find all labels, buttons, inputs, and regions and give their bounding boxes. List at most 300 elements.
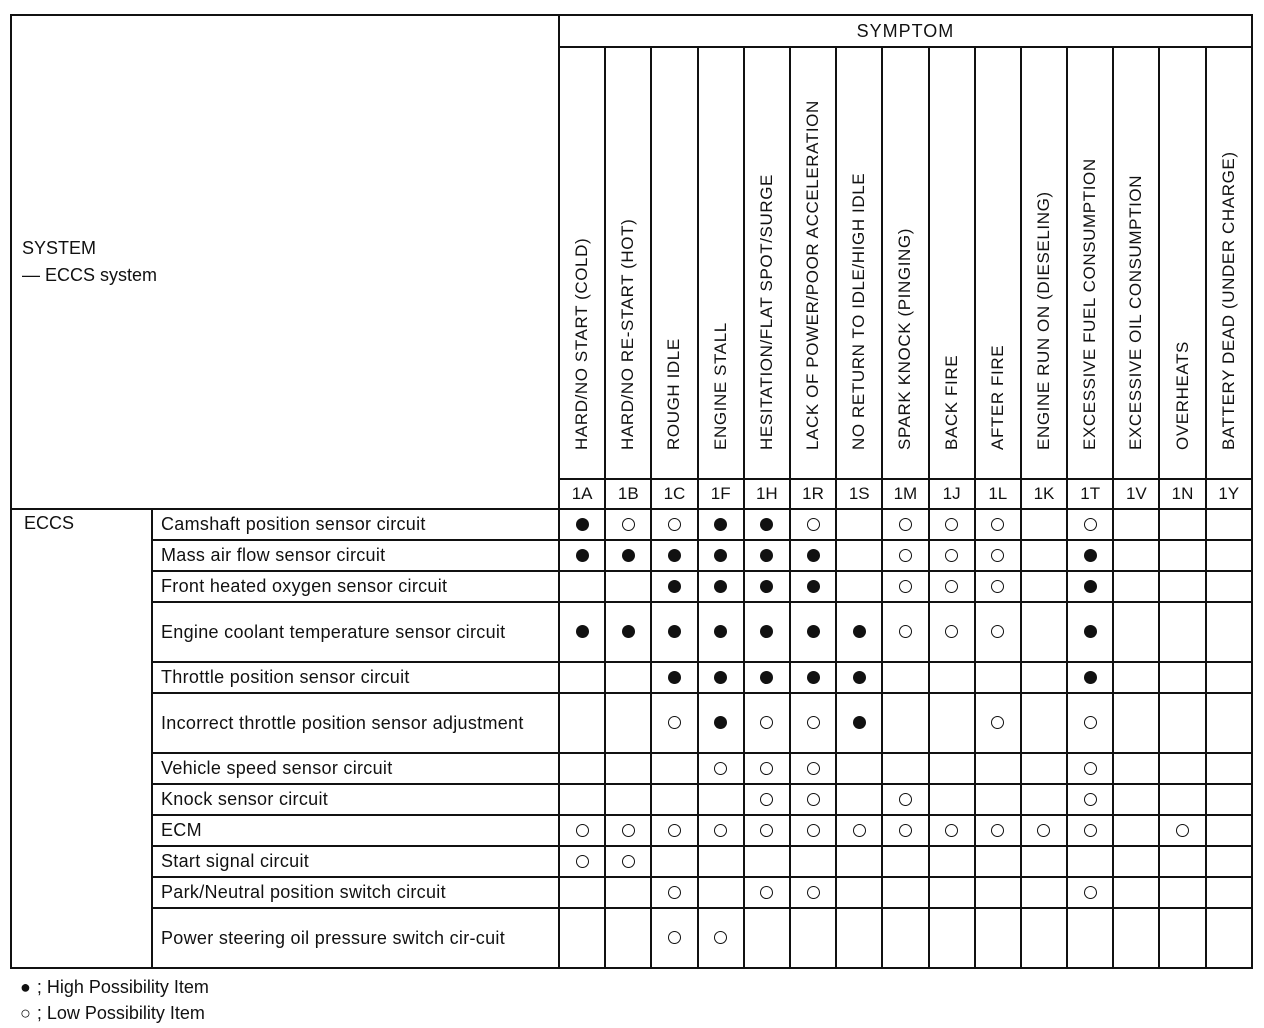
symptom-column-header — [882, 47, 928, 479]
matrix-cell — [975, 693, 1021, 753]
matrix-cell — [836, 784, 882, 815]
matrix-cell — [698, 784, 744, 815]
low-possibility-icon — [1084, 716, 1097, 729]
matrix-cell — [698, 540, 744, 571]
matrix-cell — [1206, 877, 1252, 908]
matrix-cell — [1021, 753, 1067, 784]
matrix-cell — [698, 571, 744, 602]
matrix-cell — [836, 540, 882, 571]
matrix-cell — [836, 571, 882, 602]
matrix-cell — [605, 877, 651, 908]
matrix-cell — [559, 784, 605, 815]
matrix-cell — [559, 908, 605, 968]
matrix-cell — [1206, 509, 1252, 540]
matrix-cell — [1021, 571, 1067, 602]
matrix-cell — [836, 509, 882, 540]
symptom-code: 1C — [651, 479, 697, 509]
matrix-cell — [1206, 846, 1252, 877]
table-row — [11, 602, 1252, 662]
symptom-name: HARD/NO START (COLD) — [572, 237, 592, 450]
symptom-column-header — [975, 47, 1021, 479]
table-row — [11, 908, 1252, 968]
high-possibility-icon — [760, 580, 773, 593]
matrix-cell — [698, 815, 744, 846]
matrix-cell — [559, 846, 605, 877]
matrix-cell — [975, 846, 1021, 877]
matrix-cell — [651, 602, 697, 662]
symptom-column-header — [836, 47, 882, 479]
high-possibility-icon — [760, 625, 773, 638]
table-row — [11, 784, 1252, 815]
matrix-cell — [1159, 540, 1205, 571]
matrix-cell — [790, 571, 836, 602]
matrix-cell — [836, 602, 882, 662]
symptom-code: 1F — [698, 479, 744, 509]
table-row — [11, 753, 1252, 784]
matrix-cell — [698, 877, 744, 908]
symptom-code: 1B — [605, 479, 651, 509]
matrix-cell — [605, 908, 651, 968]
high-possibility-icon — [807, 580, 820, 593]
symptom-name: AFTER FIRE — [987, 344, 1007, 450]
matrix-cell — [790, 662, 836, 693]
matrix-cell — [790, 753, 836, 784]
low-possibility-icon — [991, 625, 1004, 638]
matrix-cell — [882, 846, 928, 877]
matrix-cell — [1021, 846, 1067, 877]
matrix-cell — [1206, 662, 1252, 693]
matrix-cell — [790, 815, 836, 846]
matrix-cell — [790, 602, 836, 662]
matrix-cell — [1021, 877, 1067, 908]
matrix-cell — [605, 784, 651, 815]
low-possibility-icon — [714, 824, 727, 837]
system-name-cell: Mass air flow sensor circuit — [152, 540, 559, 571]
matrix-cell — [975, 753, 1021, 784]
low-possibility-icon — [760, 824, 773, 837]
symptom-column-header — [605, 47, 651, 479]
matrix-cell — [744, 784, 790, 815]
symptom-column-header — [698, 47, 744, 479]
high-possibility-icon — [576, 518, 589, 531]
symptom-code: 1T — [1067, 479, 1113, 509]
matrix-cell — [559, 509, 605, 540]
symptom-name: ROUGH IDLE — [664, 338, 684, 450]
matrix-cell — [790, 846, 836, 877]
category-cell: ECCS — [11, 509, 152, 968]
symptom-code: 1A — [559, 479, 605, 509]
matrix-cell — [790, 784, 836, 815]
table-row — [11, 662, 1252, 693]
low-possibility-icon — [1176, 824, 1189, 837]
table-row — [11, 693, 1252, 753]
matrix-cell — [559, 753, 605, 784]
low-possibility-icon — [899, 518, 912, 531]
low-possibility-icon — [760, 762, 773, 775]
system-name-cell: Camshaft position sensor circuit — [152, 509, 559, 540]
matrix-cell — [1159, 753, 1205, 784]
symptom-code: 1M — [882, 479, 928, 509]
matrix-cell — [1021, 784, 1067, 815]
symptom-name: EXCESSIVE FUEL CONSUMPTION — [1080, 158, 1100, 450]
matrix-cell — [698, 908, 744, 968]
low-possibility-icon — [945, 549, 958, 562]
matrix-cell — [744, 509, 790, 540]
matrix-cell — [1067, 908, 1113, 968]
high-possibility-icon — [760, 671, 773, 684]
matrix-cell — [1113, 662, 1159, 693]
matrix-cell — [1021, 540, 1067, 571]
symptom-code: 1Y — [1206, 479, 1252, 509]
low-possibility-icon — [668, 931, 681, 944]
high-possibility-icon — [622, 625, 635, 638]
matrix-cell — [1113, 509, 1159, 540]
symptom-name: LACK OF POWER/POOR ACCELERATION — [803, 100, 823, 450]
matrix-cell — [559, 602, 605, 662]
matrix-cell — [1113, 571, 1159, 602]
matrix-cell — [790, 509, 836, 540]
high-possibility-icon — [807, 671, 820, 684]
low-possibility-icon — [668, 716, 681, 729]
matrix-cell — [1113, 784, 1159, 815]
matrix-cell — [836, 693, 882, 753]
matrix-cell — [698, 753, 744, 784]
matrix-cell — [836, 908, 882, 968]
high-possibility-icon — [714, 580, 727, 593]
high-possibility-icon — [1084, 549, 1097, 562]
matrix-cell — [975, 815, 1021, 846]
high-possibility-icon — [760, 549, 773, 562]
matrix-cell — [1159, 509, 1205, 540]
matrix-cell — [975, 602, 1021, 662]
matrix-cell — [744, 662, 790, 693]
symptom-code: 1V — [1113, 479, 1159, 509]
low-possibility-icon — [991, 824, 1004, 837]
symptom-name: OVERHEATS — [1172, 341, 1192, 450]
matrix-cell — [1113, 877, 1159, 908]
matrix-body — [11, 509, 1252, 968]
matrix-cell — [1206, 815, 1252, 846]
legend-low — [20, 1000, 209, 1026]
low-possibility-icon — [668, 824, 681, 837]
matrix-cell — [605, 602, 651, 662]
low-possibility-icon — [807, 518, 820, 531]
matrix-cell — [975, 571, 1021, 602]
matrix-cell — [651, 846, 697, 877]
low-possibility-icon — [945, 625, 958, 638]
low-possibility-icon — [899, 580, 912, 593]
symptom-code: 1J — [929, 479, 975, 509]
high-possibility-icon — [714, 671, 727, 684]
matrix-cell — [1206, 784, 1252, 815]
matrix-cell — [1067, 784, 1113, 815]
matrix-cell — [1021, 509, 1067, 540]
matrix-cell — [559, 540, 605, 571]
matrix-cell — [605, 509, 651, 540]
matrix-cell — [929, 753, 975, 784]
low-possibility-icon — [807, 824, 820, 837]
low-possibility-icon — [945, 580, 958, 593]
symptom-matrix-table — [10, 14, 1253, 969]
matrix-cell — [559, 662, 605, 693]
table-row — [11, 509, 1252, 540]
symptom-name: EXCESSIVE OIL CONSUMPTION — [1126, 174, 1146, 450]
matrix-cell — [882, 815, 928, 846]
high-possibility-icon — [576, 549, 589, 562]
matrix-cell — [882, 662, 928, 693]
matrix-cell — [975, 540, 1021, 571]
symptom-code: 1S — [836, 479, 882, 509]
matrix-cell — [836, 846, 882, 877]
low-possibility-icon — [622, 824, 635, 837]
high-possibility-icon — [668, 580, 681, 593]
symptom-name: BATTERY DEAD (UNDER CHARGE) — [1218, 151, 1238, 450]
system-name-cell: Throttle position sensor circuit — [152, 662, 559, 693]
high-possibility-icon — [807, 625, 820, 638]
symptom-name: ENGINE RUN ON (DIESELING) — [1033, 191, 1053, 450]
low-possibility-icon — [1037, 824, 1050, 837]
table-row — [11, 571, 1252, 602]
symptom-name: NO RETURN TO IDLE/HIGH IDLE — [849, 172, 869, 450]
matrix-cell — [790, 693, 836, 753]
matrix-cell — [882, 693, 928, 753]
matrix-cell — [1067, 571, 1113, 602]
system-name-cell: Start signal circuit — [152, 846, 559, 877]
matrix-cell — [882, 877, 928, 908]
matrix-cell — [1159, 784, 1205, 815]
matrix-cell — [1021, 815, 1067, 846]
legend-low-text: ; Low Possibility Item — [36, 1003, 205, 1023]
high-possibility-icon — [668, 549, 681, 562]
matrix-cell — [882, 908, 928, 968]
matrix-cell — [1067, 602, 1113, 662]
matrix-cell — [1021, 693, 1067, 753]
matrix-cell — [929, 662, 975, 693]
low-possibility-icon — [622, 518, 635, 531]
low-possibility-icon — [668, 518, 681, 531]
matrix-cell — [1113, 908, 1159, 968]
matrix-cell — [975, 509, 1021, 540]
high-possibility-icon — [853, 625, 866, 638]
matrix-cell — [882, 571, 928, 602]
symptom-column-header — [1159, 47, 1205, 479]
matrix-cell — [744, 540, 790, 571]
symptom-column-header — [559, 47, 605, 479]
high-possibility-icon — [714, 716, 727, 729]
matrix-cell — [744, 908, 790, 968]
high-possibility-icon — [714, 549, 727, 562]
symptom-column-header — [651, 47, 697, 479]
high-possibility-icon — [760, 518, 773, 531]
matrix-cell — [929, 908, 975, 968]
matrix-cell — [836, 877, 882, 908]
symptom-name: HESITATION/FLAT SPOT/SURGE — [756, 174, 776, 450]
matrix-cell — [1113, 602, 1159, 662]
low-possibility-icon — [1084, 793, 1097, 806]
matrix-cell — [929, 509, 975, 540]
matrix-cell — [929, 877, 975, 908]
open-circle-icon: ○ — [20, 1003, 31, 1023]
symptom-column-header — [1021, 47, 1067, 479]
high-possibility-icon — [1084, 671, 1097, 684]
low-possibility-icon — [760, 793, 773, 806]
matrix-cell — [605, 815, 651, 846]
low-possibility-icon — [622, 855, 635, 868]
high-possibility-icon — [1084, 625, 1097, 638]
matrix-cell — [698, 662, 744, 693]
matrix-cell — [929, 540, 975, 571]
matrix-cell — [651, 571, 697, 602]
matrix-cell — [1113, 846, 1159, 877]
matrix-cell — [1159, 602, 1205, 662]
matrix-cell — [744, 877, 790, 908]
low-possibility-icon — [945, 824, 958, 837]
matrix-cell — [651, 877, 697, 908]
low-possibility-icon — [1084, 762, 1097, 775]
matrix-cell — [559, 571, 605, 602]
matrix-cell — [1113, 753, 1159, 784]
high-possibility-icon — [1084, 580, 1097, 593]
low-possibility-icon — [991, 580, 1004, 593]
matrix-cell — [559, 815, 605, 846]
matrix-cell — [790, 877, 836, 908]
table-row — [11, 846, 1252, 877]
matrix-cell — [1113, 693, 1159, 753]
table-row — [11, 815, 1252, 846]
symptom-title: SYMPTOM — [559, 15, 1252, 47]
legend-high — [20, 974, 209, 1000]
matrix-cell — [744, 602, 790, 662]
matrix-cell — [1159, 693, 1205, 753]
matrix-cell — [929, 815, 975, 846]
matrix-cell — [836, 815, 882, 846]
low-possibility-icon — [1084, 518, 1097, 531]
high-possibility-icon — [622, 549, 635, 562]
matrix-cell — [1206, 753, 1252, 784]
matrix-cell — [1067, 662, 1113, 693]
low-possibility-icon — [807, 793, 820, 806]
matrix-cell — [698, 602, 744, 662]
system-name-cell: Power steering oil pressure switch cir-cuit — [152, 908, 559, 968]
matrix-cell — [559, 877, 605, 908]
system-name-cell: Incorrect throttle position sensor adjustment — [152, 693, 559, 753]
symptom-code: 1R — [790, 479, 836, 509]
matrix-cell — [605, 693, 651, 753]
matrix-cell — [929, 784, 975, 815]
matrix-cell — [882, 509, 928, 540]
matrix-cell — [651, 509, 697, 540]
low-possibility-icon — [899, 625, 912, 638]
matrix-cell — [1206, 693, 1252, 753]
low-possibility-icon — [807, 716, 820, 729]
symptom-code: 1K — [1021, 479, 1067, 509]
matrix-cell — [975, 908, 1021, 968]
symptom-name: ENGINE STALL — [710, 322, 730, 450]
matrix-cell — [1206, 571, 1252, 602]
system-name-cell: Park/Neutral position switch circuit — [152, 877, 559, 908]
matrix-cell — [605, 753, 651, 784]
matrix-cell — [744, 815, 790, 846]
system-name-cell: Knock sensor circuit — [152, 784, 559, 815]
symptom-column-header — [744, 47, 790, 479]
matrix-cell — [1113, 815, 1159, 846]
matrix-cell — [1021, 908, 1067, 968]
matrix-cell — [975, 784, 1021, 815]
matrix-cell — [605, 571, 651, 602]
matrix-cell — [975, 662, 1021, 693]
matrix-cell — [882, 602, 928, 662]
low-possibility-icon — [760, 886, 773, 899]
matrix-cell — [1206, 602, 1252, 662]
low-possibility-icon — [576, 855, 589, 868]
matrix-cell — [836, 753, 882, 784]
low-possibility-icon — [853, 824, 866, 837]
symptom-code: 1L — [975, 479, 1021, 509]
low-possibility-icon — [760, 716, 773, 729]
matrix-cell — [1206, 908, 1252, 968]
high-possibility-icon — [576, 625, 589, 638]
matrix-cell — [605, 662, 651, 693]
low-possibility-icon — [1084, 824, 1097, 837]
matrix-cell — [1067, 877, 1113, 908]
matrix-cell — [698, 846, 744, 877]
matrix-cell — [1067, 693, 1113, 753]
matrix-cell — [929, 693, 975, 753]
matrix-cell — [882, 784, 928, 815]
matrix-cell — [651, 784, 697, 815]
matrix-cell — [651, 662, 697, 693]
symptom-column-header — [929, 47, 975, 479]
low-possibility-icon — [668, 886, 681, 899]
low-possibility-icon — [1084, 886, 1097, 899]
low-possibility-icon — [576, 824, 589, 837]
matrix-cell — [559, 693, 605, 753]
matrix-cell — [651, 540, 697, 571]
high-possibility-icon — [853, 671, 866, 684]
low-possibility-icon — [714, 762, 727, 775]
high-possibility-icon — [807, 549, 820, 562]
matrix-cell — [744, 846, 790, 877]
system-label: SYSTEM — [22, 238, 97, 258]
matrix-cell — [1113, 540, 1159, 571]
matrix-cell — [744, 571, 790, 602]
symptom-column-header — [1206, 47, 1252, 479]
matrix-cell — [882, 753, 928, 784]
matrix-cell — [929, 602, 975, 662]
matrix-cell — [1067, 540, 1113, 571]
low-possibility-icon — [991, 716, 1004, 729]
matrix-cell — [744, 693, 790, 753]
low-possibility-icon — [899, 793, 912, 806]
matrix-cell — [790, 908, 836, 968]
high-possibility-icon — [668, 671, 681, 684]
matrix-cell — [1159, 662, 1205, 693]
low-possibility-icon — [991, 518, 1004, 531]
matrix-cell — [1021, 662, 1067, 693]
matrix-cell — [651, 753, 697, 784]
symptom-column-header — [1113, 47, 1159, 479]
symptom-name: BACK FIRE — [941, 354, 961, 450]
matrix-cell — [1159, 846, 1205, 877]
matrix-cell — [1067, 846, 1113, 877]
symptom-code: 1H — [744, 479, 790, 509]
matrix-cell — [1206, 540, 1252, 571]
matrix-cell — [1021, 602, 1067, 662]
matrix-cell — [605, 846, 651, 877]
system-sub-label: — ECCS system — [22, 265, 158, 285]
low-possibility-icon — [991, 549, 1004, 562]
matrix-cell — [605, 540, 651, 571]
